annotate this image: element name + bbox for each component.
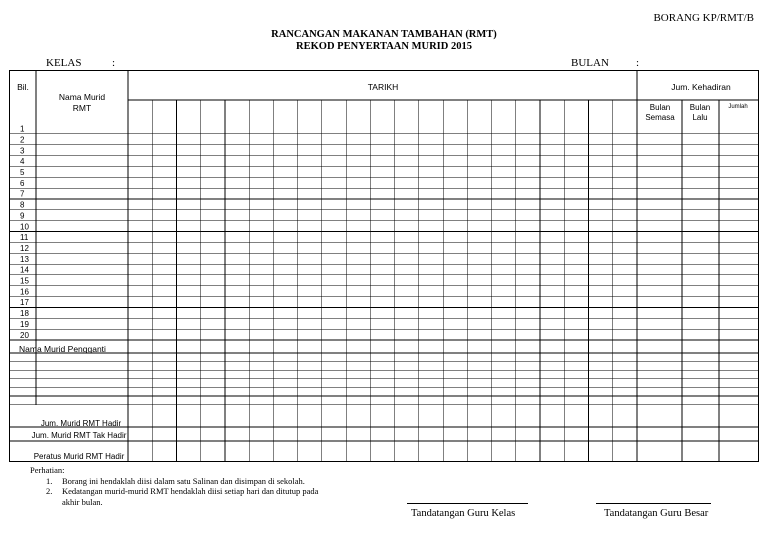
table-grid [9,70,759,462]
nama-header: Nama Murid [58,92,106,102]
row-number: 12 [20,243,29,253]
bil-header: Bil. [17,82,29,92]
row-number: 17 [20,298,29,308]
row-number: 2 [20,135,25,145]
row-number: 3 [20,146,25,156]
bulan-label: BULAN [571,57,609,69]
row-number: 15 [20,276,29,286]
row-number: 13 [20,254,29,264]
bulan-semasa-header-2: Semasa [645,113,675,122]
row-number: 10 [20,222,29,232]
row-number: 16 [20,287,29,297]
notes-heading: Perhatian: [30,465,65,475]
form-code: BORANG KP/RMT/B [653,12,754,24]
notes-section [30,465,318,507]
signature-line-guru-besar [596,503,711,504]
row-number: 6 [20,178,25,188]
form-subtitle: REKOD PENYERTAAN MURID 2015 [296,41,472,52]
row-number: 18 [20,309,29,319]
row-number: 8 [20,200,25,210]
hadir-label: Jum. Murid RMT Hadir [40,419,122,428]
signature-guru-kelas: Tandatangan Guru Kelas [411,508,516,519]
bulan-semasa-header: Bulan [649,103,671,112]
row-number: 14 [20,265,29,275]
row-number: 5 [20,168,25,177]
note-item-continued: akhir bulan. [62,496,103,507]
table-border [10,71,759,462]
signature-line-guru-kelas [407,503,528,504]
row-number: 11 [20,233,29,243]
row-number: 1 [20,124,25,134]
peratus-label: Peratus Murid RMT Hadir [33,452,125,461]
attendance-table [9,70,759,462]
row-number: 9 [20,211,25,221]
kelas-label: KELAS [46,57,82,69]
bulan-lalu-header-2: Lalu [692,113,708,122]
tak-hadir-label: Jum. Murid RMT Tak Hadir [31,431,127,440]
form-title: RANCANGAN MAKANAN TAMBAHAN (RMT) [271,29,497,40]
signature-guru-besar: Tandatangan Guru Besar [604,508,709,519]
bulan-colon: : [636,57,640,69]
kelas-colon: : [112,57,116,69]
row-number: 4 [20,157,25,167]
row-number: 19 [20,319,29,329]
kehadiran-header: Jum. Kehadiran [671,82,731,92]
tarikh-header: TARIKH [367,82,399,92]
pengganti-label: Nama Murid Pengganti [19,344,106,354]
jumlah-header: Jumlah [728,104,748,110]
row-number: 20 [20,330,29,340]
nama-header-rmt: RMT [72,103,92,113]
row-number: 7 [20,189,25,199]
note-item: 1. Borang ini hendaklah diisi dalam satu Salinan dan disimpan di sekolah. [46,475,305,486]
note-item: 2. Kedatangan murid-murid RMT hendaklah diisi setiap hari dan ditutup pada [46,486,319,496]
bulan-lalu-header: Bulan [689,103,711,112]
